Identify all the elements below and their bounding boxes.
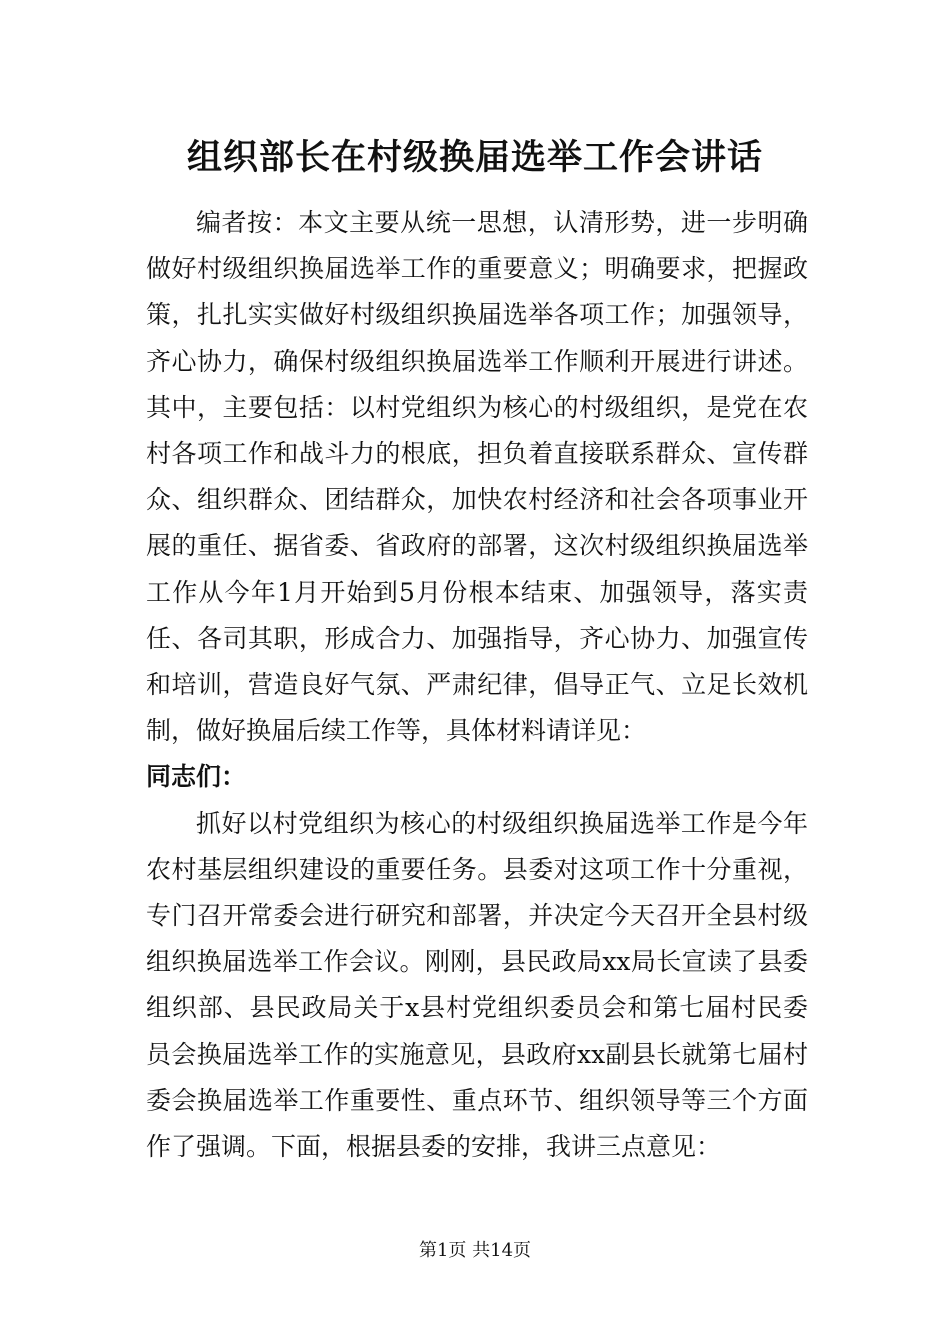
document-body xyxy=(146,200,808,1170)
page-number-footer: 第1页 共14页 xyxy=(418,1240,532,1261)
salutation: 同志们： xyxy=(146,762,247,792)
editor-note-paragraph: 编者按：本文主要从统一思想，认清形势，进一步明确做好村级组织换届选举工作的重要意义；明确要求，把握政策，扎扎实实做好村级组织换届选举各项工作；加强领导，齐心协力，确保村级组织换届选举工作顺利开展进行讲述。其中，主要包括：以村党组织为核心的村级组织，是党在农村各项工作和战斗力的根底，担负着直接联系群众、宣传群众、组织群众、团结群众，加快农村经济和社会各项事业开展的重任、据省委、省政府的部署，这次村级组织换届选举工作从今年1月开始到5月份根本结束、加强领导，落实责任、各司其职，形成合力、加强指导，齐心协力、加强宣传和培训，营造良好气氛、严肃纪律，倡导正气、立足长效机制，做好换届后续工作等，具体材料请详见： xyxy=(146,208,808,746)
speech-paragraph: 抓好以村党组织为核心的村级组织换届选举工作是今年农村基层组织建设的重要任务。县委对这项工作十分重视，专门召开常委会进行研究和部署，并决定今天召开全县村级组织换届选举工作会议。刚刚，县民政局xx局长宣读了县委组织部、县民政局关于x县村党组织委员会和第七届村民委员会换届选举工作的实施意见，县政府xx副县长就第七届村委会换届选举工作重要性、重点环节、组织领导等三个方面作了强调。下面，根据县委的安排，我讲三点意见： xyxy=(146,808,808,1162)
page-title: 组织部长在村级换届选举工作会讲话 xyxy=(186,137,763,178)
